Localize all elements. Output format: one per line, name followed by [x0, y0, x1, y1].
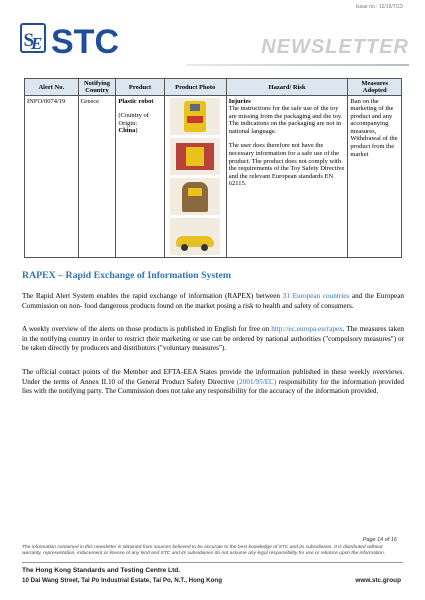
newsletter-title: NEWSLETTER [261, 36, 409, 58]
product-name: Plastic robot [118, 97, 154, 105]
origin-close: ) [135, 127, 138, 135]
alert-number: INFO/0074/19 [25, 96, 79, 258]
company-address: 10 Dai Wang Street, Tai Po Industrial Estate, Tai Po, N.T., Hong Kong [22, 577, 222, 584]
column-header: Alert No. [25, 79, 79, 96]
hazard-text: The user does therefore not have the necessary information for a safe use of the product. The product does not comply with the requirements of the Toy Safety Directive and the relevant European standards EN 62115. [228, 142, 345, 188]
website-link[interactable]: www.stc.group [355, 577, 401, 584]
svg-text:S: S [23, 30, 35, 51]
logo-text: STC [51, 23, 119, 60]
product-photo [170, 138, 220, 175]
page-number: Page 14 of 16 [362, 537, 397, 543]
column-header: Measures Adopted [348, 79, 402, 96]
footer-divider [22, 562, 403, 563]
rapex-url-link[interactable]: http://ec.europa.eu/rapex [271, 325, 343, 333]
stc-logo [20, 20, 180, 60]
origin-value: China [118, 127, 136, 135]
column-header: Product [116, 79, 164, 96]
rapex-paragraph: The official contact points of the Member and EFTA-EEA States provide the information published in these weekly overviews. Under the terms of Annex II.10 of the General Product Safety Directive (2001/95/EC) responsibility for the information provided lies with the notifying party. The Commission does not take any responsibility for the accuracy of the information provided. [22, 368, 404, 396]
rapex-paragraph: A weekly overview of the alerts on those products is published in English for free on http://ec.europa.eu/rapex. The measures taken in the notifying country in order to restrict their marketing or use can be ordered by national authorities ("compulsory measures") or be taken directly by producers and distributors ("voluntary measures"). [22, 325, 404, 353]
disclaimer: The information contained in this newsletter is obtained from sources believed to be accurate to the best knowledge of STC and its subsidiaries. It is distributed without warranty, representation, inducement or license of any kind and STC and its subsidiaries do not assume any legal responsibility for use or reliance upon the information. [22, 545, 386, 556]
column-header: Product Photo [164, 79, 226, 96]
notifying-country: Greece [78, 96, 116, 258]
svg-text:E: E [31, 34, 43, 53]
table-row [25, 96, 402, 258]
issue-number: Issue no.: 12/19/TCD [355, 4, 403, 10]
product-photo [170, 218, 220, 255]
measures-adopted: Ban on the marketing of the product and any accompanying measures, Withdrawal of the product from the market [348, 96, 402, 258]
section-heading: RAPEX – Rapid Exchange of Information System [22, 270, 232, 281]
directive-link[interactable]: (2001/95/EC) [236, 377, 277, 386]
column-header: Hazard/ Risk [226, 79, 348, 96]
hazard-text: The instructions for the safe use of the toy are missing from the packaging and the toy. The indications on the packaging are not in national language. [228, 105, 343, 135]
hazard-cell [226, 96, 348, 258]
header-divider [186, 64, 409, 66]
product-photo [170, 98, 220, 135]
hazard-title: Injuries [228, 97, 251, 105]
origin-label: (Country of Origin: [118, 112, 149, 127]
countries-link[interactable]: 31 European countries [282, 292, 350, 300]
product-cell [116, 96, 164, 258]
rapex-paragraph: The Rapid Alert System enables the rapid exchange of information (RAPEX) between 31 European countries and the European Commission on non- food dangerous products found on the market posing a risk to health and safety of consumers. [22, 292, 404, 310]
column-header: Notifying Country [78, 79, 116, 96]
alert-table [24, 78, 402, 258]
company-name: The Hong Kong Standards and Testing Centre Ltd. [22, 567, 181, 574]
product-photo [170, 178, 220, 215]
table-header-row [25, 79, 402, 96]
product-photo-cell [164, 96, 226, 258]
